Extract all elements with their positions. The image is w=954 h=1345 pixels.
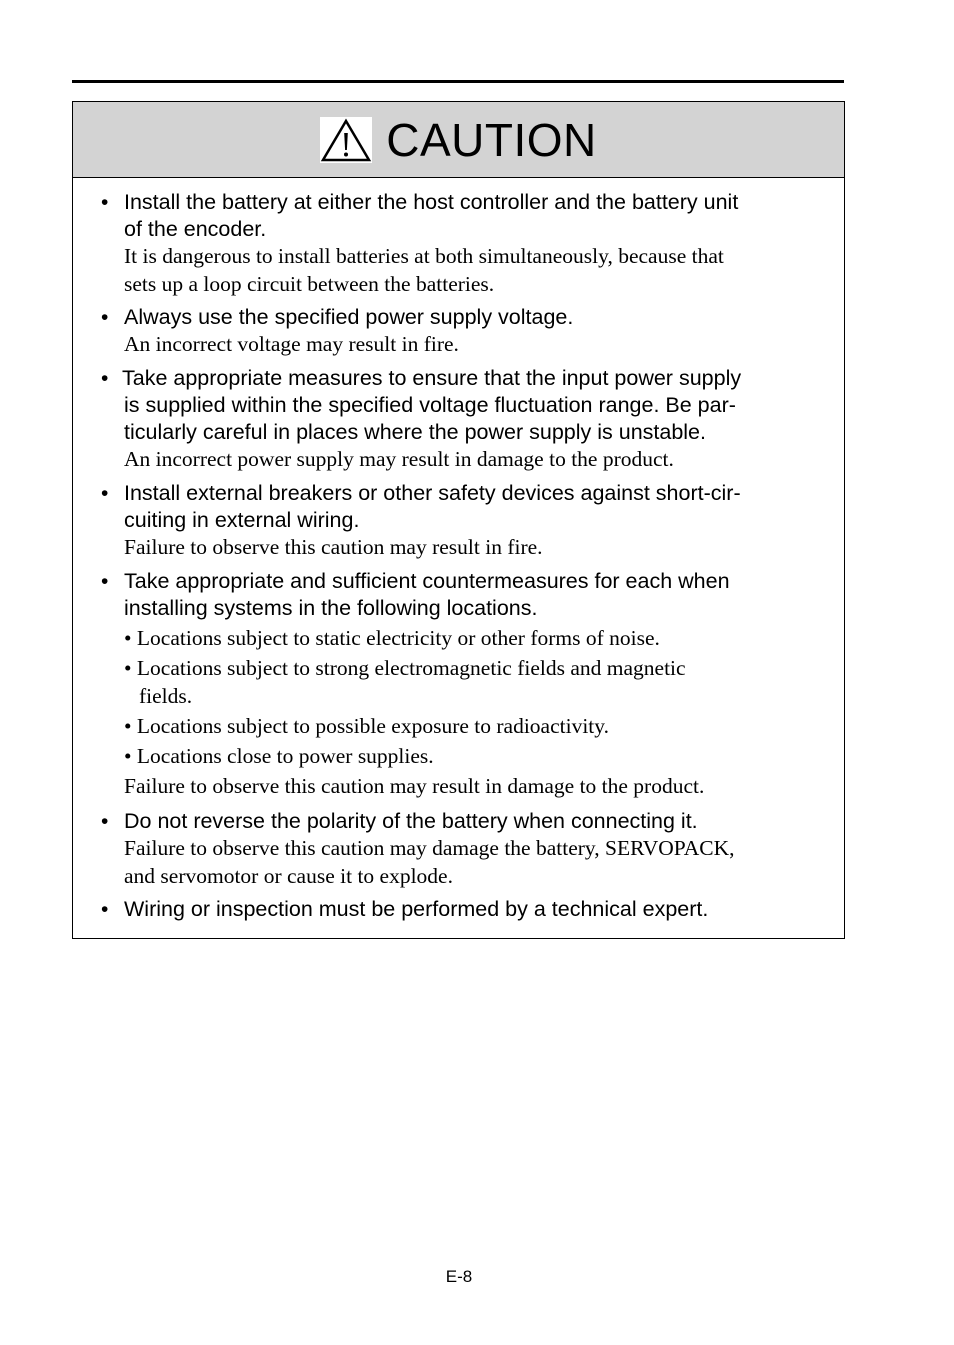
item-heading-line: Take appropriate and sufficient countermeasures for each when	[124, 569, 730, 593]
location-line: fields.	[139, 683, 193, 708]
caution-title: CAUTION	[386, 113, 597, 166]
location-line: • Locations subject to possible exposure to radioactivity.	[124, 714, 609, 738]
location-list-item	[124, 625, 824, 653]
location-line: • Locations subject to static electricity or other forms of noise.	[124, 626, 660, 650]
item-note	[124, 534, 824, 562]
item-heading	[124, 896, 824, 923]
item-heading-line: Do not reverse the polarity of the battery when connecting it.	[124, 809, 698, 833]
caution-box	[72, 101, 845, 939]
bullet: •	[101, 570, 109, 593]
item-heading-line: is supplied within the specified voltage fluctuation range. Be par-	[124, 393, 736, 417]
location-list-item	[124, 713, 824, 741]
bullet: •	[101, 482, 109, 505]
bullet: •	[101, 306, 109, 329]
location-list-item	[124, 655, 824, 710]
item-note-line: Failure to observe this caution may result in fire.	[124, 535, 543, 559]
item-heading-line: Install external breakers or other safety devices against short-cir-	[124, 481, 741, 505]
item-heading-line: Wiring or inspection must be performed by a technical expert.	[124, 897, 709, 921]
item-note-line: Failure to observe this caution may damage the battery, SERVOPACK,	[124, 836, 735, 860]
bullet: •	[101, 191, 109, 214]
item-note-line: It is dangerous to install batteries at both simultaneously, because that	[124, 244, 724, 268]
bullet: •	[101, 898, 109, 921]
item-heading	[124, 568, 824, 622]
bullet: •	[101, 810, 109, 833]
item-heading-line: Install the battery at either the host controller and the battery unit	[124, 190, 739, 214]
item-note	[124, 773, 824, 801]
bullet: •	[101, 367, 109, 390]
item-heading	[124, 480, 824, 534]
page-number: E-8	[445, 1267, 473, 1286]
item-note	[124, 835, 824, 890]
item-heading-line: installing systems in the following locations.	[124, 596, 538, 620]
location-line: • Locations subject to strong electromagnetic fields and magnetic	[124, 656, 686, 680]
top-rule	[72, 80, 844, 83]
item-note-line: sets up a loop circuit between the batteries.	[124, 271, 495, 296]
location-line: • Locations close to power supplies.	[124, 744, 434, 768]
item-heading	[124, 808, 824, 835]
item-note	[124, 446, 824, 474]
item-heading-line: of the encoder.	[124, 217, 267, 241]
caution-header	[73, 102, 844, 178]
item-note-line: and servomotor or cause it to explode.	[124, 863, 453, 888]
item-note	[124, 243, 824, 298]
item-heading-line: cuiting in external wiring.	[124, 508, 360, 532]
warning-triangle-icon	[320, 117, 372, 163]
item-heading	[124, 304, 824, 331]
item-note-line: Failure to observe this caution may result in damage to the product.	[124, 774, 705, 798]
item-heading	[124, 189, 824, 243]
item-note-line: An incorrect voltage may result in fire.	[124, 332, 459, 356]
item-heading-line: Take appropriate measures to ensure that the input power supply	[122, 366, 742, 390]
item-heading-line: ticularly careful in places where the power supply is unstable.	[124, 420, 706, 444]
item-heading	[122, 365, 822, 446]
item-note	[124, 331, 824, 359]
item-heading-line: Always use the specified power supply voltage.	[124, 305, 574, 329]
location-list-item	[124, 743, 824, 771]
item-note-line: An incorrect power supply may result in damage to the product.	[124, 447, 674, 471]
